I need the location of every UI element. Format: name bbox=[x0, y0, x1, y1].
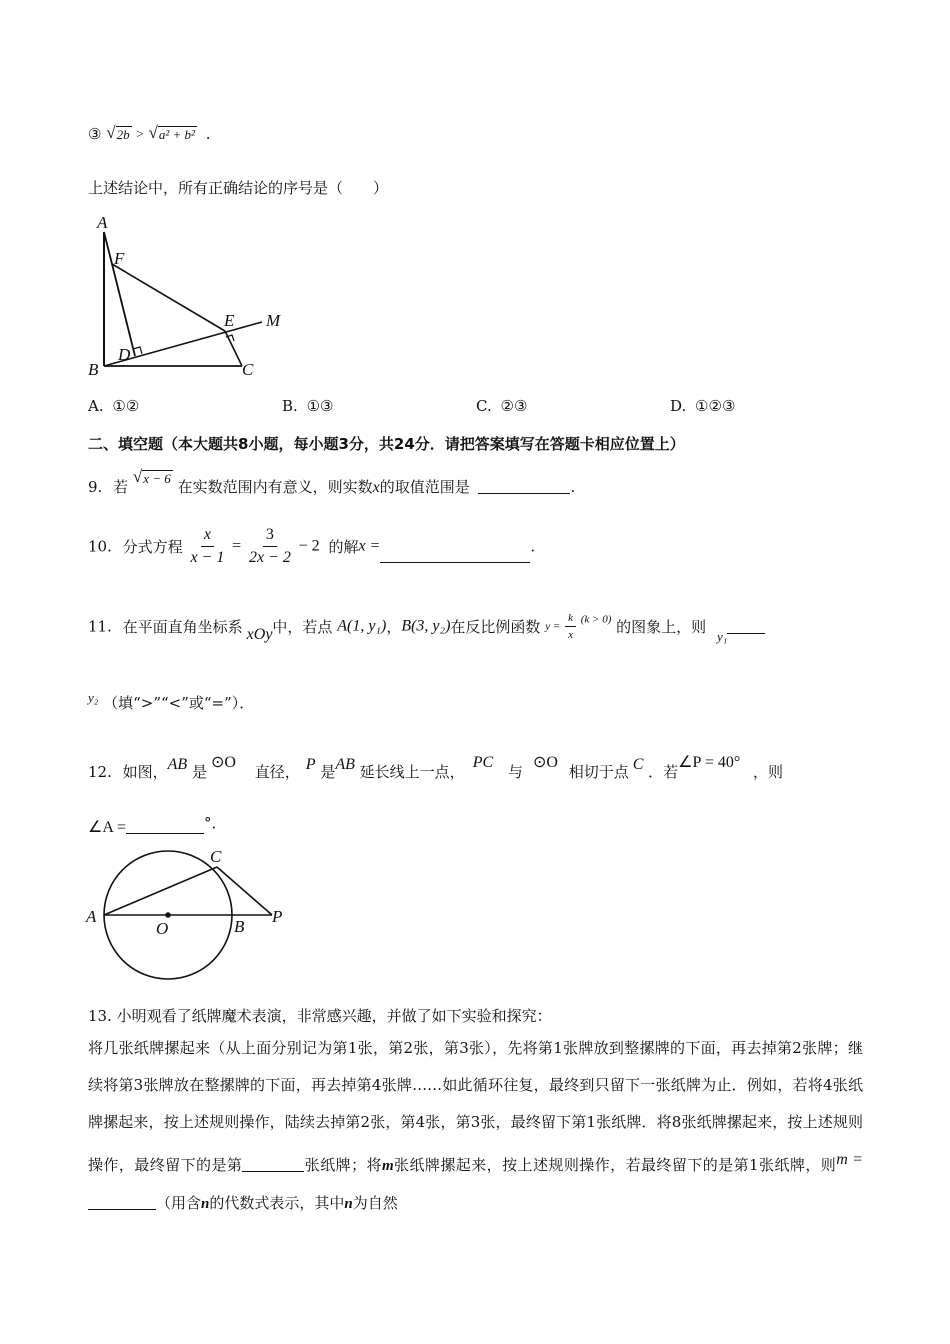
radical-sign: √ bbox=[148, 123, 158, 142]
figure-circle bbox=[84, 846, 294, 986]
option-text: ①②③ bbox=[695, 397, 736, 415]
q9-number: 9. bbox=[88, 478, 103, 496]
q9-text-a: 若 bbox=[113, 478, 129, 496]
question-11-line2 bbox=[88, 690, 254, 713]
q12-AB: AB bbox=[167, 756, 188, 773]
circled-3: ③ bbox=[88, 125, 102, 143]
option-c bbox=[476, 397, 527, 415]
q10-numerator-1: x bbox=[201, 526, 214, 547]
q11-number: 11. bbox=[88, 617, 112, 636]
option-d bbox=[670, 397, 735, 415]
q10-text-a: 分式方程 bbox=[122, 538, 183, 556]
q12-PC: PC bbox=[472, 754, 494, 771]
label-A: A bbox=[86, 907, 97, 926]
option-letter: B. bbox=[282, 397, 298, 415]
q13-text-6: 为自然 bbox=[352, 1194, 398, 1212]
q11-condition: (k > 0) bbox=[580, 613, 612, 626]
q13-text-1: 将几张纸牌摞起来（从上面分别记为第1张，第2张，第3张），先将第1张牌放到整摞牌的下面，再去掉第2张牌；继续将第3张牌放在整摞牌的下面，再去掉第4张牌……如此循环往复，最终到只留下一张纸牌为止．例如，若将4张纸牌摞起来，按上述规则操作，陆续去掉第2张，第4张，第3张，最终留下第1张纸牌．将8张纸牌摞起来，按上述规则操作，最终留下的是第 bbox=[88, 1039, 863, 1174]
q10-denominator-1: x − 1 bbox=[190, 549, 225, 566]
q11-y-equals: y = bbox=[545, 620, 561, 633]
q11-text-d: 的图象上，则 bbox=[616, 618, 707, 636]
q10-numerator-2: 3 bbox=[263, 526, 277, 547]
option-text: ①③ bbox=[306, 397, 334, 415]
radical-sign: √ bbox=[132, 467, 143, 486]
q10-end: . bbox=[530, 537, 536, 556]
q9-end: . bbox=[570, 478, 576, 496]
q11-text-a: 在平面直角坐标系 bbox=[122, 618, 243, 636]
label-C: C bbox=[242, 360, 254, 379]
q12-text-f: 与 bbox=[507, 763, 523, 781]
option-text: ①② bbox=[112, 397, 140, 415]
question-11 bbox=[88, 612, 765, 645]
q11-point-A: A(1, y₁) bbox=[337, 617, 387, 635]
q10-minus-2: − 2 bbox=[298, 537, 320, 555]
option-letter: D. bbox=[670, 397, 687, 415]
q12-C: C bbox=[632, 756, 644, 773]
q12-text-i: ，则 bbox=[753, 763, 784, 781]
q11-point-B: B(3, y₂) bbox=[401, 617, 451, 635]
option-b bbox=[282, 397, 333, 415]
question-9 bbox=[88, 467, 576, 497]
q13-text-4: （用含 bbox=[156, 1194, 202, 1212]
q10-denominator-2: 2x − 2 bbox=[248, 549, 291, 566]
question-13-body bbox=[88, 1030, 863, 1223]
segment-FE bbox=[112, 264, 225, 331]
label-B: B bbox=[88, 360, 99, 379]
label-C: C bbox=[210, 847, 222, 866]
lhs-radicand: 2b bbox=[116, 127, 130, 142]
q9-sqrt bbox=[132, 467, 173, 486]
option-a bbox=[88, 397, 139, 415]
q13-answer-blank-1[interactable] bbox=[242, 1157, 304, 1172]
q12-text-a: 如图， bbox=[122, 763, 168, 781]
q12-degree: °． bbox=[204, 814, 227, 832]
option-letter: A. bbox=[88, 397, 104, 415]
question-12-line2 bbox=[88, 812, 227, 837]
label-P: P bbox=[272, 907, 283, 926]
center-dot-O bbox=[165, 912, 171, 918]
q11-tail: （填“>”“<”或“=”）． bbox=[103, 694, 255, 712]
q9-text-b: 在实数范围内有意义，则实数 bbox=[177, 478, 373, 496]
label-M: M bbox=[266, 311, 281, 330]
item-3-end: . bbox=[205, 125, 211, 143]
tangent-CP bbox=[217, 867, 272, 915]
q9-variable-x: x bbox=[372, 479, 380, 496]
label-A: A bbox=[97, 213, 108, 232]
label-F: F bbox=[114, 249, 125, 268]
q12-angle-P: ∠P = 40° bbox=[678, 754, 741, 771]
label-E: E bbox=[224, 311, 235, 330]
label-B: B bbox=[234, 917, 245, 936]
label-D: D bbox=[118, 345, 131, 364]
q13-text-3: 张纸牌摞起来，按上述规则操作，若最终留下的是第1张纸牌，则 bbox=[393, 1156, 837, 1174]
q10-x-equals: x = bbox=[358, 537, 381, 555]
q12-text-c: 直径， bbox=[254, 763, 300, 781]
q12-AB-2: AB bbox=[335, 756, 355, 773]
q12-answer-blank[interactable] bbox=[126, 819, 204, 834]
q9-answer-blank[interactable] bbox=[478, 479, 570, 494]
question-12 bbox=[88, 752, 783, 782]
q13-n-2: n bbox=[344, 1196, 353, 1212]
question-10 bbox=[88, 526, 535, 567]
q11-fraction bbox=[565, 612, 576, 641]
label-O: O bbox=[156, 919, 169, 938]
q12-text-g: 相切于点 bbox=[568, 763, 629, 781]
q12-text-e: 延长线上一点， bbox=[359, 763, 465, 781]
q12-text-b: 是 bbox=[191, 763, 207, 781]
q11-y1: y₁ bbox=[716, 628, 728, 644]
q11-answer-blank[interactable] bbox=[727, 619, 765, 634]
q10-text-b: 的解 bbox=[328, 538, 359, 556]
q9-text-c: 的取值范围是 bbox=[379, 478, 470, 496]
q12-angle-A: ∠A = bbox=[88, 819, 127, 836]
q10-equals: = bbox=[232, 537, 242, 555]
q11-y2: y₂ bbox=[88, 690, 99, 705]
item-3 bbox=[88, 124, 210, 143]
segment-AC bbox=[104, 867, 217, 915]
q8-stem: 上述结论中，所有正确结论的序号是（ ） bbox=[88, 179, 389, 197]
q12-text-h: ．若 bbox=[648, 763, 679, 781]
section-2-heading: 二、填空题（本大题共8小题，每小题3分，共24分．请把答案填写在答题卡相应位置上） bbox=[88, 435, 685, 453]
q12-circle-O-2: ⊙O bbox=[532, 754, 558, 771]
q12-number: 12. bbox=[88, 763, 112, 781]
q13-text-2: 张纸牌；将 bbox=[304, 1156, 382, 1174]
radical-sign: √ bbox=[106, 123, 116, 142]
q10-number: 10. bbox=[88, 537, 112, 556]
q11-comma: ， bbox=[386, 618, 402, 636]
option-letter: C. bbox=[476, 397, 492, 415]
sqrt-rhs bbox=[148, 123, 196, 142]
rhs-radicand: a² + b² bbox=[158, 127, 195, 142]
q13-text-5: 的代数式表示，其中 bbox=[209, 1194, 345, 1212]
figure-triangle bbox=[84, 212, 304, 384]
option-text: ②③ bbox=[500, 397, 528, 415]
greater-sign: > bbox=[136, 126, 144, 141]
q13-m-equals: m = bbox=[836, 1151, 863, 1168]
q13-n: n bbox=[201, 1196, 210, 1212]
q13-answer-blank-2[interactable] bbox=[88, 1195, 156, 1210]
q11-text-b: 中，若点 bbox=[272, 618, 333, 636]
q10-answer-blank[interactable] bbox=[380, 548, 530, 563]
q12-P: P bbox=[305, 756, 316, 773]
sqrt-lhs bbox=[106, 123, 131, 142]
q11-numerator: k bbox=[565, 612, 576, 627]
q12-circle-O: ⊙O bbox=[211, 754, 236, 771]
q11-denominator: x bbox=[568, 629, 573, 641]
q10-fraction-1 bbox=[187, 526, 227, 567]
q10-fraction-2 bbox=[246, 526, 294, 567]
q11-text-c: 在反比例函数 bbox=[450, 618, 541, 636]
question-13-intro: 13. 小明观看了纸牌魔术表演，非常感兴趣，并做了如下实验和探究： bbox=[88, 1007, 552, 1025]
q13-m: m bbox=[381, 1158, 394, 1174]
q9-radicand: x − 6 bbox=[143, 471, 171, 486]
q11-xoy: xOy bbox=[246, 625, 273, 643]
q12-text-d: 是 bbox=[320, 763, 336, 781]
